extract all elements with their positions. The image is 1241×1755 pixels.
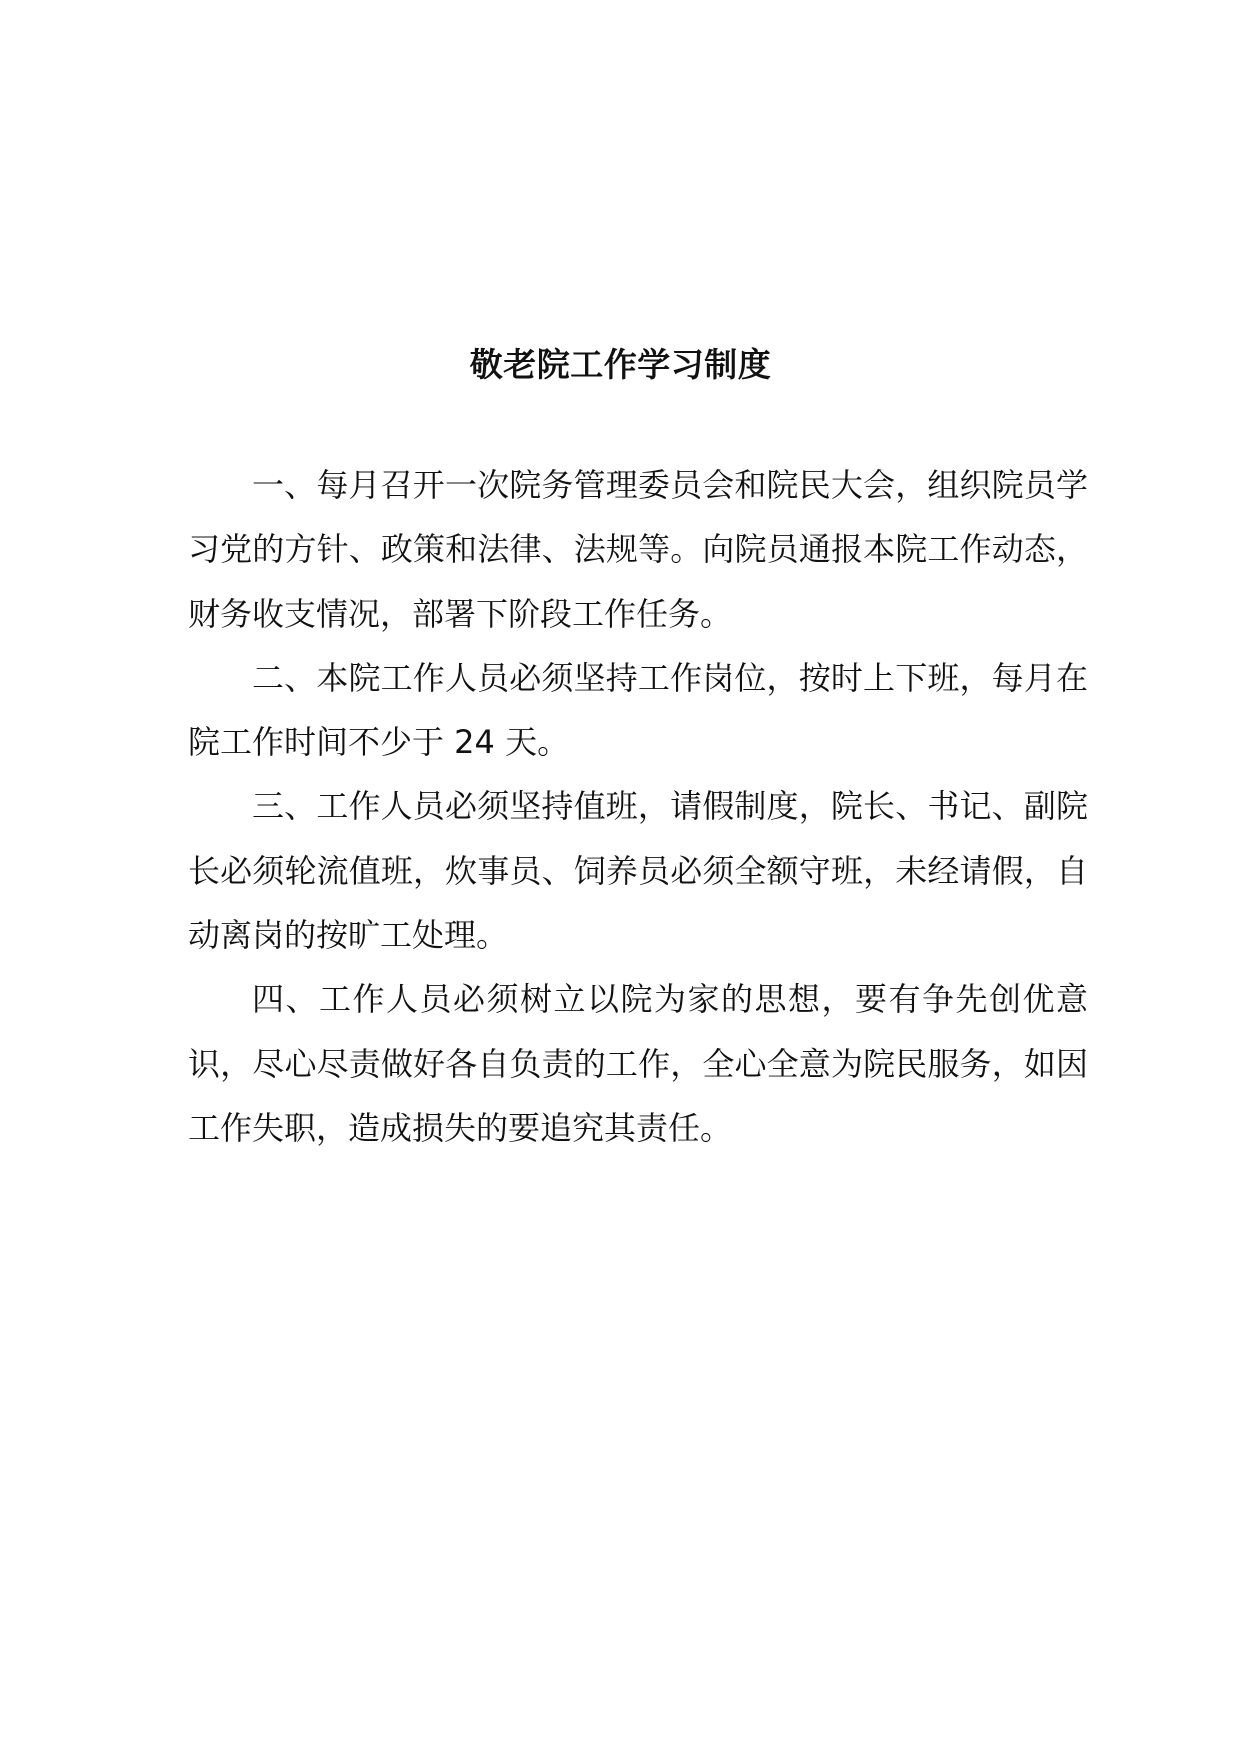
paragraph-2: 二、本院工作人员必须坚持工作岗位，按时上下班，每月在院工作时间不少于 24 天。 xyxy=(188,658,1088,762)
document-title: 敬老院工作学习制度 xyxy=(469,345,772,384)
document-body xyxy=(188,453,1088,1160)
paragraph-3: 三、工作人员必须坚持值班，请假制度，院长、书记、副院长必须轮流值班，炊事员、饲养员必须全额守班，未经请假，自动离岗的按旷工处理。 xyxy=(188,787,1088,955)
paragraph-1: 一、每月召开一次院务管理委员会和院民大会，组织院员学习党的方针、政策和法律、法规等。向院员通报本院工作动态，财务收支情况，部署下阶段工作任务。 xyxy=(188,466,1088,633)
paragraph-4: 四、工作人员必须树立以院为家的思想，要有争先创优意识，尽心尽责做好各自负责的工作，全心全意为院民服务，如因工作失职，造成损失的要追究其责任。 xyxy=(188,980,1088,1147)
